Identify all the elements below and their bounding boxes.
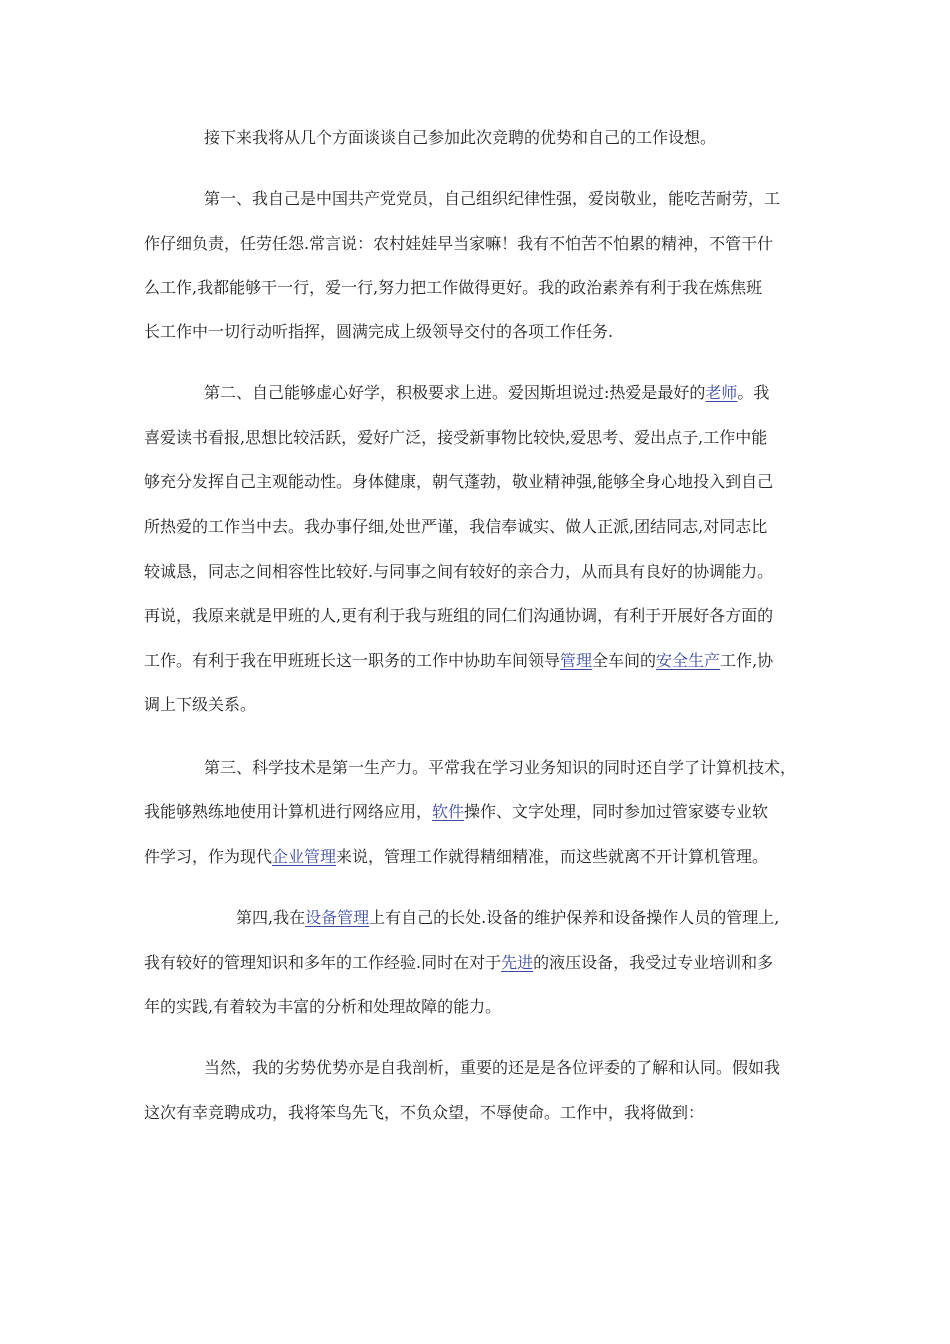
text-run: 长工作中一切行动听指挥，圆满完成上级领导交付的各项工作任务.: [144, 322, 614, 341]
text-run: 所热爱的工作当中去。我办事仔细,处世严谨，我信奉诚实、做人正派,团结同志,对同志比: [144, 517, 768, 536]
paragraph-line: [144, 605, 773, 627]
text-run: 么工作,我都能够干一行，爱一行,努力把工作做得更好。我的政治素养有利于我在炼焦班: [144, 278, 763, 297]
text-run: 第一、我自己是中国共产党党员，自己组织纪律性强，爱岗敬业，能吃苦耐劳，工: [204, 189, 781, 208]
text-run: 我有较好的管理知识和多年的工作经验.同时在对于: [144, 953, 502, 972]
link-teacher[interactable]: 老师: [705, 383, 738, 402]
text-run: 作仔细负责，任劳任怨.常言说：农村娃娃早当家嘛！我有不怕苦不怕累的精神，不管干什: [144, 234, 774, 253]
text-run: 上有自己的长处.设备的维护保养和设备操作人员的管理上,: [369, 908, 780, 927]
paragraph-line: [144, 516, 767, 538]
paragraph-line: [204, 757, 796, 779]
intro-line: [204, 127, 716, 149]
paragraph-line: [144, 233, 773, 255]
text-run: 年的实践,有着较为丰富的分析和处理故障的能力。: [144, 997, 502, 1016]
text-run: 当然，我的劣势优势亦是自我剖析，重要的还是是各位评委的了解和认同。假如我: [204, 1058, 781, 1077]
text-run: 够充分发挥自己主观能动性。身体健康，朝气蓬勃，敬业精神强,能够全身心地投入到自己: [144, 472, 774, 491]
paragraph-line: [144, 846, 768, 868]
text-run: 再说，我原来就是甲班的人,更有利于我与班组的同仁们沟通协调，有利于开展好各方面的: [144, 606, 774, 625]
paragraph-line: [204, 188, 780, 210]
paragraph-line: [144, 277, 762, 299]
text-run: 我能够熟练地使用计算机进行网络应用，: [144, 802, 433, 821]
text-run: 第三、科学技术是第一生产力。平常我在学习业务知识的同时还自学了计算机技术，: [204, 758, 797, 777]
link-management[interactable]: 管理: [560, 651, 593, 670]
text-run: 工作。有利于我在甲班班长这一职务的工作中协助车间领导: [144, 651, 561, 670]
link-enterprise-management[interactable]: 企业管理: [272, 847, 337, 866]
text-run: 操作、文字处理，同时参加过管家婆专业软: [464, 802, 769, 821]
paragraph-line: [144, 427, 767, 449]
text-run: 第四,我在: [236, 908, 306, 927]
text-run: 接下来我将从几个方面谈谈自己参加此次竞聘的优势和自己的工作设想。: [204, 128, 717, 147]
paragraph-line: [144, 321, 613, 343]
link-safety-production[interactable]: 安全生产: [656, 651, 721, 670]
text-run: 第二、自己能够虚心好学，积极要求上进。爱因斯坦说过:热爱是最好的: [204, 383, 706, 402]
paragraph-line: [204, 1057, 780, 1079]
paragraph-line: [144, 996, 501, 1018]
paragraph-line: [144, 952, 773, 974]
paragraph-line: [204, 382, 769, 404]
link-software[interactable]: 软件: [432, 802, 465, 821]
text-run: 件学习，作为现代: [144, 847, 273, 866]
paragraph-line: [144, 471, 773, 493]
text-run: 的液压设备，我受过专业培训和多: [533, 953, 774, 972]
paragraph-line: [144, 694, 256, 716]
paragraph-line: [144, 650, 773, 672]
text-run: 较诚恳，同志之间相容性比较好.与同事之间有较好的亲合力，从而具有良好的协调能力。: [144, 562, 774, 581]
paragraph-line: [144, 561, 773, 583]
paragraph-line: [144, 1102, 704, 1124]
link-equipment-management[interactable]: 设备管理: [305, 908, 370, 927]
text-run: 来说，管理工作就得精细精准，而这些就离不开计算机管理。: [336, 847, 769, 866]
text-run: 这次有幸竞聘成功，我将笨鸟先飞，不负众望，不辱使命。工作中，我将做到：: [144, 1103, 705, 1122]
text-run: 调上下级关系。: [144, 695, 257, 714]
paragraph-line: [236, 907, 779, 929]
text-run: 喜爱读书看报,思想比较活跃，爱好广泛，接受新事物比较快,爱思考、爱出点子,工作中能: [144, 428, 768, 447]
text-run: 。我: [737, 383, 770, 402]
paragraph-line: [144, 801, 768, 823]
link-advanced[interactable]: 先进: [501, 953, 534, 972]
text-run: 全车间的: [592, 651, 657, 670]
text-run: 工作,协: [720, 651, 774, 670]
